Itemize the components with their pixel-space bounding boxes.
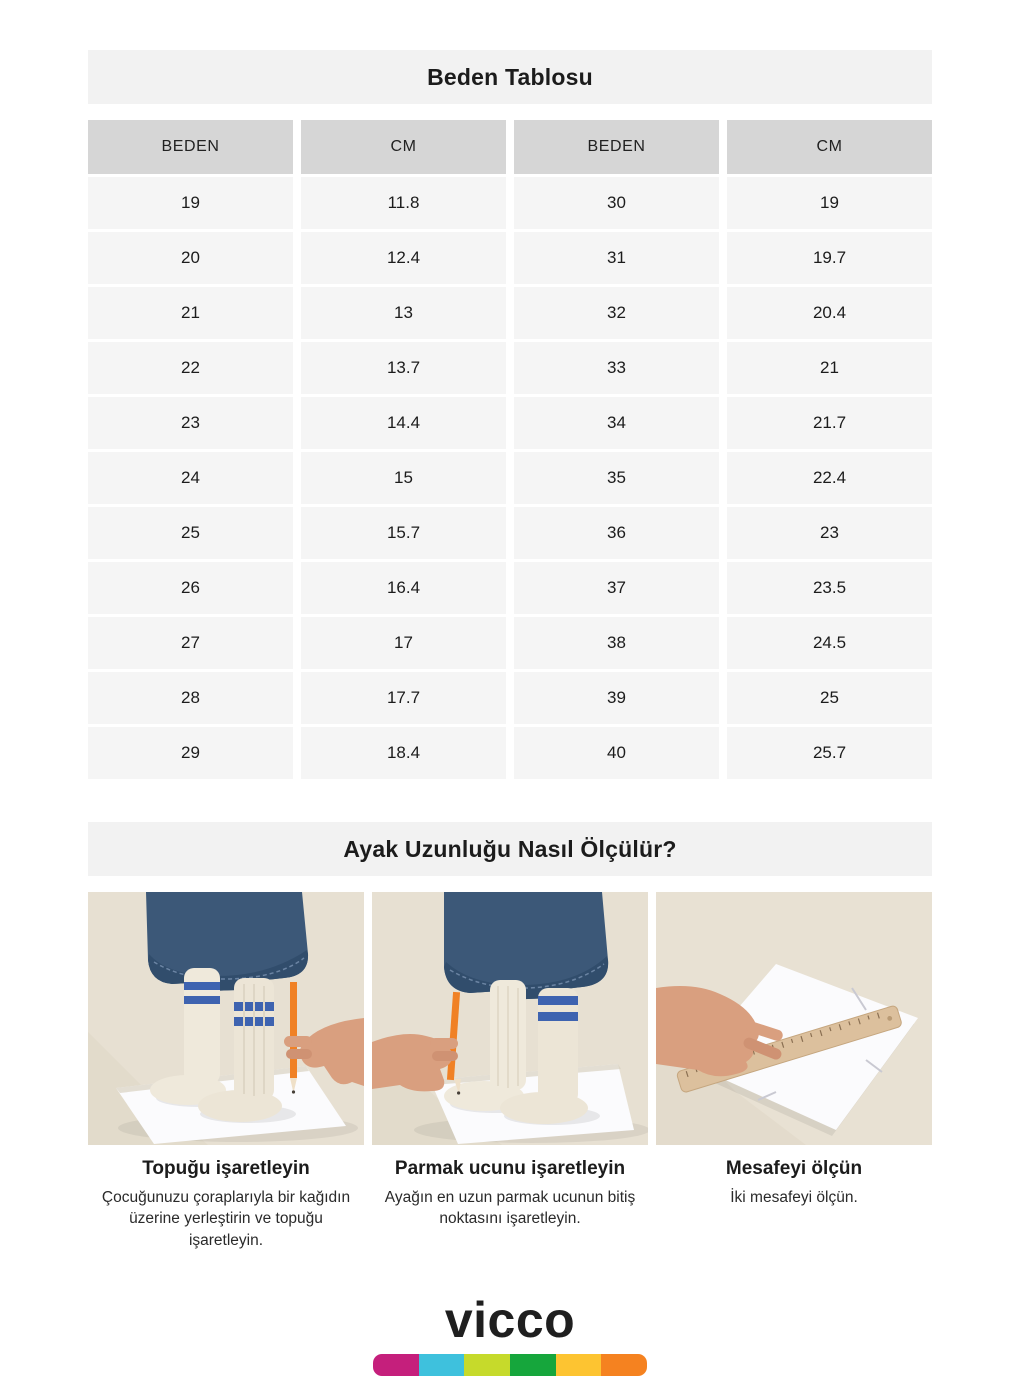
color-bar-segment: [419, 1354, 465, 1376]
size-cell: 20.4: [727, 287, 932, 339]
measure-section-title-bar: [88, 822, 932, 876]
step-heading: Topuğu işaretleyin: [142, 1158, 310, 1179]
size-cell: 15: [301, 452, 506, 504]
size-table-header-cell: CM: [301, 120, 506, 174]
size-table-header-cell: CM: [727, 120, 932, 174]
size-cell: 21: [88, 287, 293, 339]
size-cell: 23.5: [727, 562, 932, 614]
size-cell: 22.4: [727, 452, 932, 504]
step-card-mark-heel: [88, 892, 364, 1251]
size-table-header-cell: BEDEN: [514, 120, 719, 174]
step-description: Ayağın en uzun parmak ucunun bitiş noktasını işaretleyin.: [384, 1189, 636, 1228]
step-card-mark-toe: [372, 892, 648, 1251]
mark-toe-photo: [372, 892, 648, 1145]
size-cell: 25: [727, 672, 932, 724]
size-table-header-cell: BEDEN: [88, 120, 293, 174]
color-bar-segment: [373, 1354, 419, 1376]
size-cell: 28: [88, 672, 293, 724]
size-cell: 19: [88, 177, 293, 229]
measure-section-title: Ayak Uzunluğu Nasıl Ölçülür?: [343, 835, 677, 862]
measure-steps: [88, 892, 932, 1251]
size-cell: 36: [514, 507, 719, 559]
measure-distance-illustration: [656, 892, 932, 1145]
size-table: [88, 120, 932, 779]
mark-toe-illustration: [372, 892, 648, 1145]
size-cell: 13.7: [301, 342, 506, 394]
size-cell: 17: [301, 617, 506, 669]
size-cell: 29: [88, 727, 293, 779]
size-cell: 12.4: [301, 232, 506, 284]
size-cell: 13: [301, 287, 506, 339]
brand-footer: [88, 1292, 932, 1376]
size-cell: 31: [514, 232, 719, 284]
color-bar-segment: [601, 1354, 647, 1376]
size-cell: 19.7: [727, 232, 932, 284]
size-cell: 20: [88, 232, 293, 284]
size-cell: 38: [514, 617, 719, 669]
step-caption: [88, 1158, 364, 1251]
step-caption: [656, 1158, 932, 1208]
size-cell: 24.5: [727, 617, 932, 669]
size-cell: 40: [514, 727, 719, 779]
step-heading: Mesafeyi ölçün: [725, 1158, 863, 1179]
size-cell: 15.7: [301, 507, 506, 559]
size-cell: 35: [514, 452, 719, 504]
size-cell: 25: [88, 507, 293, 559]
size-cell: 33: [514, 342, 719, 394]
size-cell: 37: [514, 562, 719, 614]
size-cell: 25.7: [727, 727, 932, 779]
size-cell: 17.7: [301, 672, 506, 724]
size-cell: 18.4: [301, 727, 506, 779]
size-table-title-bar: [88, 50, 932, 104]
step-card-measure-distance: [656, 892, 932, 1251]
brand-color-bar: [373, 1354, 647, 1376]
size-cell: 24: [88, 452, 293, 504]
size-cell: 39: [514, 672, 719, 724]
brand-logo: vicco: [444, 1292, 576, 1349]
size-cell: 27: [88, 617, 293, 669]
size-cell: 32: [514, 287, 719, 339]
step-heading: Parmak ucunu işaretleyin: [394, 1158, 626, 1179]
size-cell: 21: [727, 342, 932, 394]
step-caption: [372, 1158, 648, 1230]
color-bar-segment: [464, 1354, 510, 1376]
size-cell: 26: [88, 562, 293, 614]
size-table-title: Beden Tablosu: [427, 63, 593, 90]
color-bar-segment: [510, 1354, 556, 1376]
size-cell: 14.4: [301, 397, 506, 449]
mark-heel-illustration: [88, 892, 364, 1145]
size-cell: 23: [727, 507, 932, 559]
size-cell: 21.7: [727, 397, 932, 449]
mark-heel-photo: [88, 892, 364, 1145]
size-cell: 30: [514, 177, 719, 229]
step-description: Çocuğunuzu çoraplarıyla bir kağıdın üzerine yerleştirin ve topuğu işaretleyin.: [101, 1189, 351, 1249]
color-bar-segment: [556, 1354, 602, 1376]
size-cell: 11.8: [301, 177, 506, 229]
size-cell: 16.4: [301, 562, 506, 614]
size-cell: 23: [88, 397, 293, 449]
size-cell: 22: [88, 342, 293, 394]
measure-distance-photo: [656, 892, 932, 1145]
size-cell: 34: [514, 397, 719, 449]
size-cell: 19: [727, 177, 932, 229]
step-description: İki mesafeyi ölçün.: [730, 1189, 858, 1206]
